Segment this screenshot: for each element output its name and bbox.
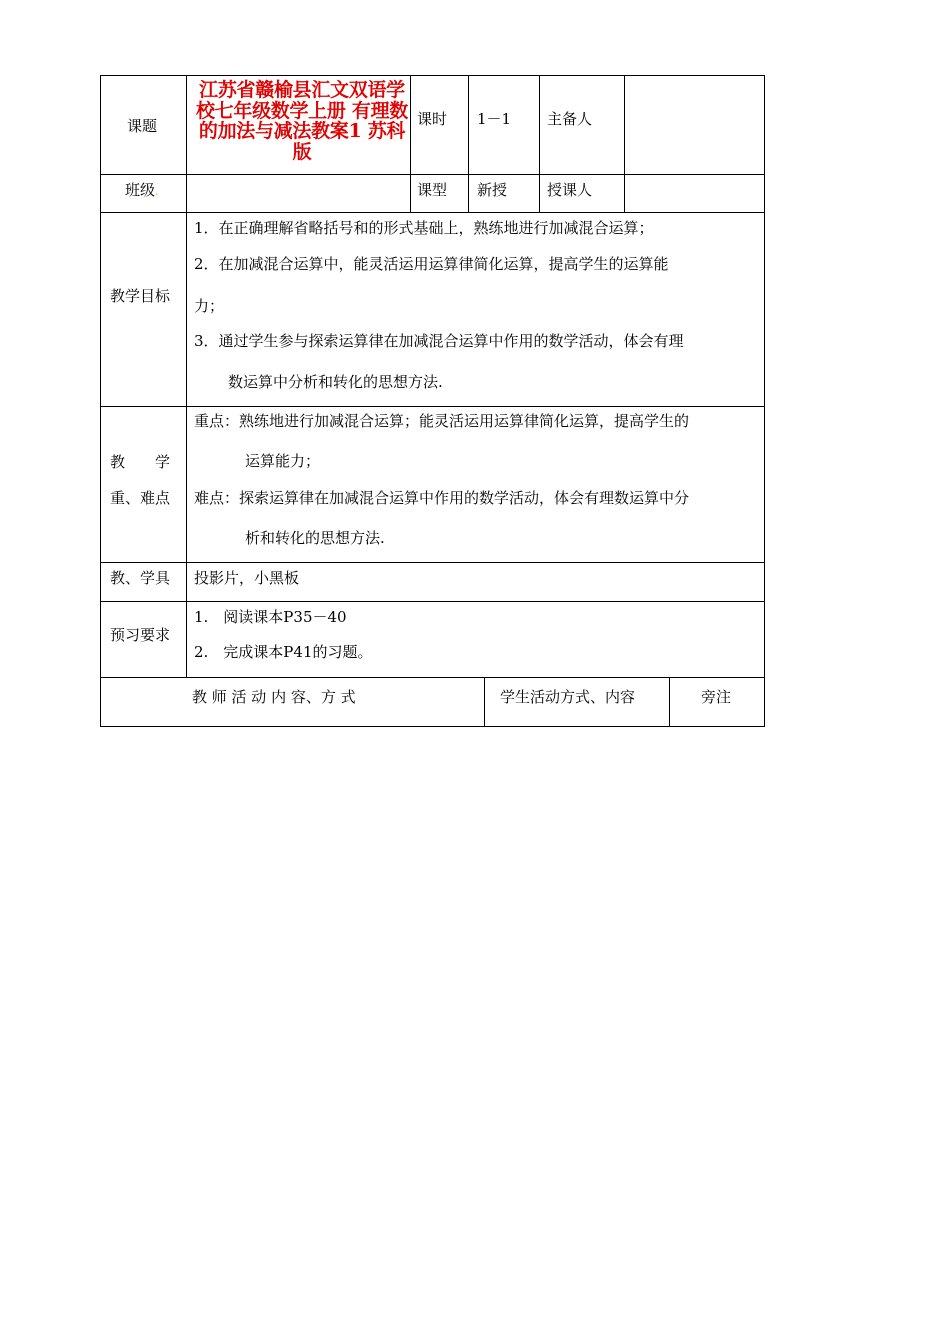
preview-item: 1. 阅读课本P35－40: [194, 608, 347, 626]
col-divider-activity-2: [669, 677, 670, 727]
difficulty-line2: 析和转化的思想方法.: [245, 529, 385, 547]
lesson-plan-table: [100, 75, 765, 727]
type-label: 课型: [417, 181, 448, 199]
objective-item: 2．在加减混合运算中，能灵活运用运算律简化运算，提高学生的运算能: [194, 255, 669, 273]
objective-item: 力；: [194, 297, 225, 315]
objective-item: 数运算中分析和转化的思想方法.: [228, 373, 443, 391]
preview-label: 预习要求: [110, 626, 171, 644]
class-label: 班级: [125, 181, 156, 199]
row-divider-1: [100, 174, 765, 175]
objective-item: 1．在正确理解省略括号和的形式基础上，熟练地进行加减混合运算；: [194, 219, 654, 237]
objective-item: 3．通过学生参与探索运算律在加减混合运算中作用的数学活动，体会有理: [194, 332, 684, 350]
col-divider-4: [539, 75, 540, 212]
period-label: 课时: [417, 110, 448, 128]
col-divider-label: [186, 75, 187, 677]
preview-item: 2. 完成课本P41的习题。: [194, 643, 373, 661]
tools-value: 投影片，小黑板: [194, 569, 300, 587]
topic-title: 江苏省赣榆县汇文双语学校七年级数学上册 有理数的加法与减法教案1 苏科版: [195, 79, 408, 163]
topic-label: 课题: [127, 117, 158, 135]
row-divider-6: [100, 677, 765, 678]
focus-line2: 运算能力；: [245, 452, 321, 470]
key-points-label-line1: 教 学: [110, 453, 171, 471]
period-value: 1－1: [477, 110, 512, 128]
dot-mark: .: [155, 185, 159, 198]
col-divider-3: [468, 75, 469, 212]
col-divider-activity-1: [484, 677, 485, 727]
notes-header: 旁注: [701, 688, 732, 706]
row-divider-2: [100, 212, 765, 213]
class-label-wrap: [125, 180, 159, 202]
focus-line1: 重点：熟练地进行加减混合运算；能灵活运用运算律简化运算，提高学生的: [194, 412, 690, 430]
col-divider-5: [624, 75, 625, 212]
key-points-label-line2: 重、难点: [110, 489, 171, 507]
preparer-label: 主备人: [547, 110, 593, 128]
student-activity-header: 学生活动方式、内容: [500, 688, 636, 706]
difficulty-line1: 难点：探索运算律在加减混合运算中作用的数学活动，体会有理数运算中分: [194, 489, 690, 507]
row-divider-5: [100, 601, 765, 602]
teacher-activity-header: 教 师 活 动 内 容、方 式: [192, 688, 356, 706]
tools-label: 教、学具: [110, 569, 171, 587]
objectives-label: 教学目标: [110, 287, 171, 305]
row-divider-4: [100, 562, 765, 563]
row-divider-3: [100, 406, 765, 407]
type-value: 新授: [477, 181, 508, 199]
teacher-label: 授课人: [547, 181, 593, 199]
col-divider-2: [410, 75, 411, 212]
